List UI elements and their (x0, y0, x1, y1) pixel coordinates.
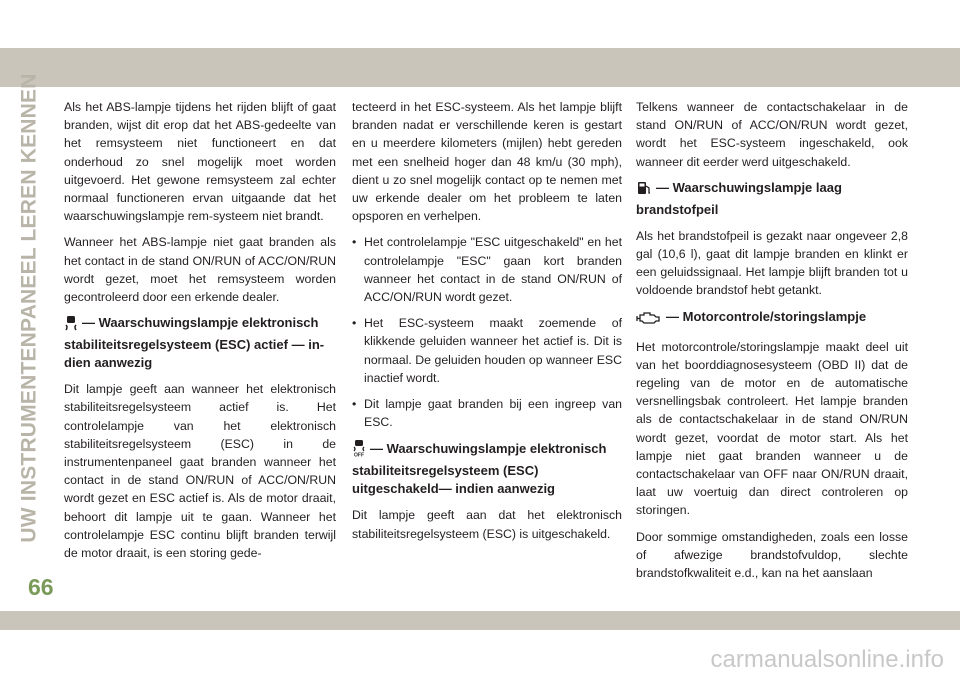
esc-off-icon (352, 439, 366, 462)
bullet-glyph: • (352, 316, 357, 331)
heading-text: — Waarschuwingslampje elektronisch stabiliteitsregelsysteem (ESC) uitgeschakeld— indien aanwezig (352, 441, 607, 497)
list-item (352, 314, 622, 387)
bullet-glyph: • (352, 235, 357, 250)
heading-text: — Waarschuwingslampje elektronisch stabiliteitsregelsysteem (ESC) actief — in-dien aanwezig (64, 315, 325, 371)
top-margin (0, 0, 960, 48)
page-number: 66 (28, 574, 54, 600)
fuel-pump-icon (636, 180, 652, 201)
section-heading-esc-active (64, 314, 336, 372)
column-1 (64, 98, 336, 570)
check-engine-icon (636, 311, 662, 330)
watermark-text: carmanualsonline.info (710, 646, 944, 673)
section-side-title (10, 72, 50, 543)
heading-text: — Waarschuwingslampje laag brandstofpeil (636, 179, 842, 217)
bullet-glyph: • (352, 397, 357, 412)
paragraph: Als het brandstofpeil is gezakt naar ongeveer 2,8 gal (10,6 l), gaat dit lampje branden en klinkt er een geluidssignaal. Het lampje blijft branden tot u voldoende brandstof hebt getankt. (636, 228, 908, 298)
svg-text:OFF: OFF (354, 452, 364, 458)
column-3 (636, 98, 908, 590)
paragraph: Dit lampje geeft aan dat het elektronisch stabiliteitsregelsysteem (ESC) is uitgeschakeld. (352, 508, 622, 541)
section-heading-engine (636, 308, 908, 330)
list-item-text: Dit lampje gaat branden bij een ingreep van ESC. (364, 397, 622, 430)
list-item (352, 233, 622, 306)
paragraph: Dit lampje geeft aan wanneer het elektronisch stabiliteitsregelsysteem actief is. Het controlelampje van het elektronisch stabiliteitsregelsysteem (ESC) in de instrumentenpaneel gaat branden wanneer het contact in de stand ON/RUN of ACC/ON/RUN wordt gezet en ESC actief is. Als de motor draait, behoort dit lampje uit te gaan. Wanneer het controlelampje ESC continu blijft branden terwijl de motor draait, is een storing gede- (64, 382, 336, 561)
paragraph: tecteerd in het ESC-systeem. Als het lampje blijft branden nadat er verschillende keren is gestart en u meerdere kilometers (mijlen) hebt gereden met een snelheid hoger dan 48 km/u (30 mph), dient u zo snel mogelijk contact op te nemen met uw erkende dealer om het probleem te laten opsporen en verhelpen. (352, 100, 622, 224)
header-band (0, 48, 960, 87)
section-heading-low-fuel (636, 179, 908, 219)
paragraph: Als het ABS-lampje tijdens het rijden blijft of gaat branden, wijst dit erop dat het ABS-gedeelte van het remsysteem niet functioneert en dat onderhoud zo snel mogelijk moet worden uitgevoerd. Het gewone remsysteem zal echter normaal functioneren ervan uitgaande dat het waarschuwingslampje rem-systeem niet brandt. (64, 100, 336, 224)
list-item-text: Het controlelampje "ESC uitgeschakeld" en het controlelampje "ESC" gaan kort branden wanneer het contact in de stand ON/RUN of ACC/ON/RUN wordt gezet. (364, 235, 622, 305)
esc-skid-icon (64, 315, 78, 336)
heading-text: — Motorcontrole/storingslampje (666, 308, 867, 324)
paragraph: Het motorcontrole/storingslampje maakt deel uit van het boorddiagnosesysteem (OBD II) dat de regeling van de motor en de automatische versnellingsbak controleert. Het lampje branden als de contactschakelaar in de stand ON/RUN wordt gezet, voordat de motor start. Als het lampje niet gaat branden wanneer u de contactschakelaar van OFF naar ON/RUN draait, laat uw voertuig dan direct controleren op storingen. (636, 339, 908, 518)
section-heading-esc-off (352, 439, 622, 498)
list-item-text: Het ESC-systeem maakt zoemende of klikkende geluiden wanneer het actief is. Dit is normaal. De geluiden houden op wanneer ESC inactief wordt. (364, 316, 622, 385)
column-2 (352, 98, 622, 551)
list-item (352, 395, 622, 431)
paragraph: Wanneer het ABS-lampje niet gaat branden als het contact in de stand ON/RUN of ACC/ON/RUN wordt gezet, moet het remsysteem worden gecontroleerd door een erkende dealer. (64, 235, 336, 305)
side-title-text: UW INSTRUMENTENPANEEL LEREN KENNEN (18, 72, 41, 543)
paragraph: Telkens wanneer de contactschakelaar in de stand ON/RUN of ACC/ON/RUN wordt gezet, wordt het ESC-systeem ingeschakeld, ook wanneer dit eerder werd uitgeschakeld. (636, 100, 908, 169)
paragraph: Door sommige omstandigheden, zoals een losse of afwezige brandstofvuldop, slechte brandstofkwaliteit e.d., kan na het aanslaan (636, 529, 908, 581)
footer-band (0, 611, 960, 630)
watermark (0, 642, 960, 678)
